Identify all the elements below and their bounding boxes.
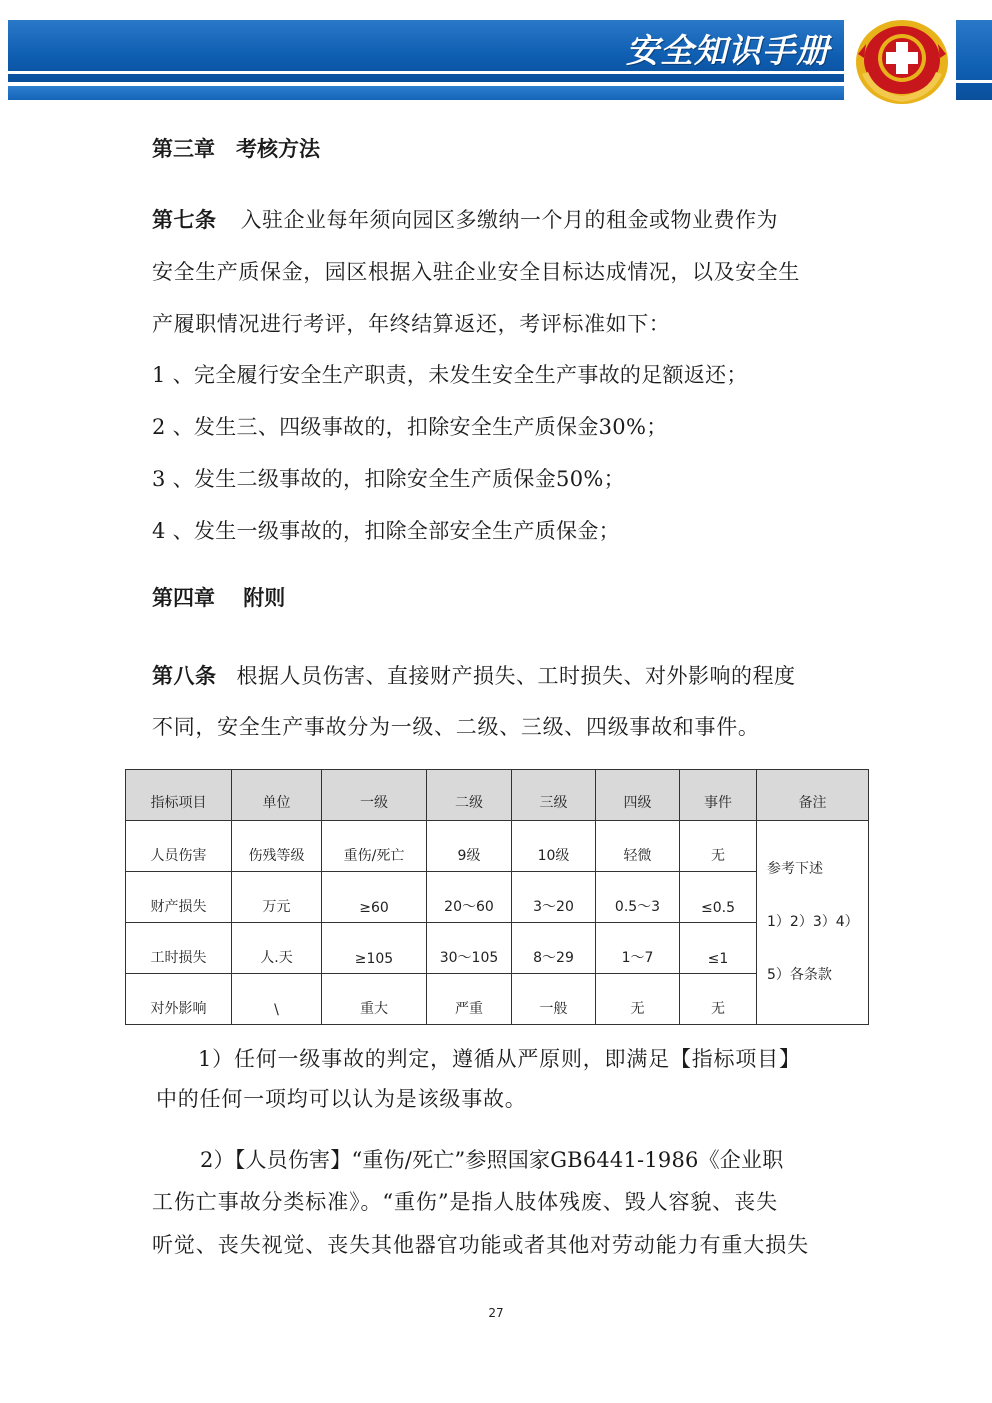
list-item: 1 、完全履行安全生产职责，未发生安全生产事故的足额返还； (152, 363, 748, 387)
table-cell: ≥105 (322, 923, 427, 974)
accident-grade-table (125, 769, 869, 1025)
table-header-cell: 二级 (427, 770, 512, 821)
remarks-line: 5）各条款 (767, 967, 832, 983)
header-stripe (8, 86, 844, 100)
handbook-title: 安全知识手册 (626, 31, 830, 70)
table-cell: 8～29 (512, 923, 596, 974)
table-row (126, 821, 869, 872)
article8-line2: 不同，安全生产事故分为一级、二级、三级、四级事故和事件。 (152, 715, 760, 739)
list-item: 3 、发生二级事故的，扣除安全生产质保金50%； (152, 467, 625, 491)
table-cell: 30～105 (427, 923, 512, 974)
table-cell: 重伤/死亡 (322, 821, 427, 872)
remarks-line: 1）2）3）4） (767, 914, 859, 930)
emblem-cross-icon (852, 14, 952, 106)
list-item: 2 、发生三、四级事故的，扣除安全生产质保金30%； (152, 415, 668, 439)
note2-line1: 2）【人员伤害】“重伤/死亡”参照国家GB6441-1986《企业职 (200, 1148, 784, 1172)
article8-line1 (152, 661, 852, 691)
table-cell: 严重 (427, 974, 512, 1025)
table-cell: 万元 (232, 872, 322, 923)
table-cell: \ (232, 974, 322, 1025)
list-item: 4 、发生一级事故的，扣除全部安全生产质保金； (152, 519, 620, 543)
table-cell: 0.5～3 (596, 872, 680, 923)
table-cell: 轻微 (596, 821, 680, 872)
article7-line1 (152, 205, 852, 235)
table-cell: ≥60 (322, 872, 427, 923)
note2-line3: 听觉、丧失视觉、丧失其他器官功能或者其他对劳动能力有重大损失 (152, 1233, 809, 1257)
table-cell: 人员伤害 (126, 821, 232, 872)
note1-line1: 1）任何一级事故的判定，遵循从严原则，即满足【指标项目】 (198, 1047, 801, 1071)
table-header-cell: 三级 (512, 770, 596, 821)
table-cell: 无 (680, 821, 757, 872)
table-cell: 10级 (512, 821, 596, 872)
note2-line2: 工伤亡事故分类标准》。“重伤”是指人肢体残废、毁人容貌、丧失 (152, 1190, 778, 1214)
remarks-cell (757, 821, 869, 1025)
table-cell: 重大 (322, 974, 427, 1025)
article7-line3: 产履职情况进行考评，年终结算返还，考评标准如下： (152, 312, 671, 336)
table-cell: ≤0.5 (680, 872, 757, 923)
table-cell: 伤残等级 (232, 821, 322, 872)
table-cell: 9级 (427, 821, 512, 872)
remarks-line: 参考下述 (767, 861, 823, 877)
table-cell: 财产损失 (126, 872, 232, 923)
table-cell: 一般 (512, 974, 596, 1025)
page-number: 27 (488, 1306, 504, 1320)
note1-line2: 中的任何一项均可以认为是该级事故。 (156, 1087, 527, 1111)
table-header-row (126, 770, 869, 821)
chapter3-heading: 第三章 考核方法 (152, 136, 320, 161)
table-cell: 无 (680, 974, 757, 1025)
article7-text1: 入驻企业每年须向园区多缴纳一个月的租金或物业费作为 (240, 208, 778, 232)
table-cell: 对外影响 (126, 974, 232, 1025)
table-header-cell: 备注 (757, 770, 869, 821)
table-cell: 无 (596, 974, 680, 1025)
table-header-cell: 四级 (596, 770, 680, 821)
table-cell: ≤1 (680, 923, 757, 974)
table-header-cell: 单位 (232, 770, 322, 821)
table-header-cell: 指标项目 (126, 770, 232, 821)
chapter4-heading: 第四章 附则 (152, 585, 286, 610)
table-header-cell: 一级 (322, 770, 427, 821)
table-cell: 工时损失 (126, 923, 232, 974)
table-cell: 20～60 (427, 872, 512, 923)
table-header-cell: 事件 (680, 770, 757, 821)
article7-line2: 安全生产质保金，园区根据入驻企业安全目标达成情况，以及安全生 (152, 260, 800, 284)
article7-label: 第七条 (152, 207, 217, 232)
header-banner-right (956, 20, 992, 100)
article8-label: 第八条 (152, 663, 217, 688)
table-cell: 3～20 (512, 872, 596, 923)
table-cell: 1～7 (596, 923, 680, 974)
table-cell: 人.天 (232, 923, 322, 974)
article8-text1: 根据人员伤害、直接财产损失、工时损失、对外影响的程度 (236, 664, 796, 688)
